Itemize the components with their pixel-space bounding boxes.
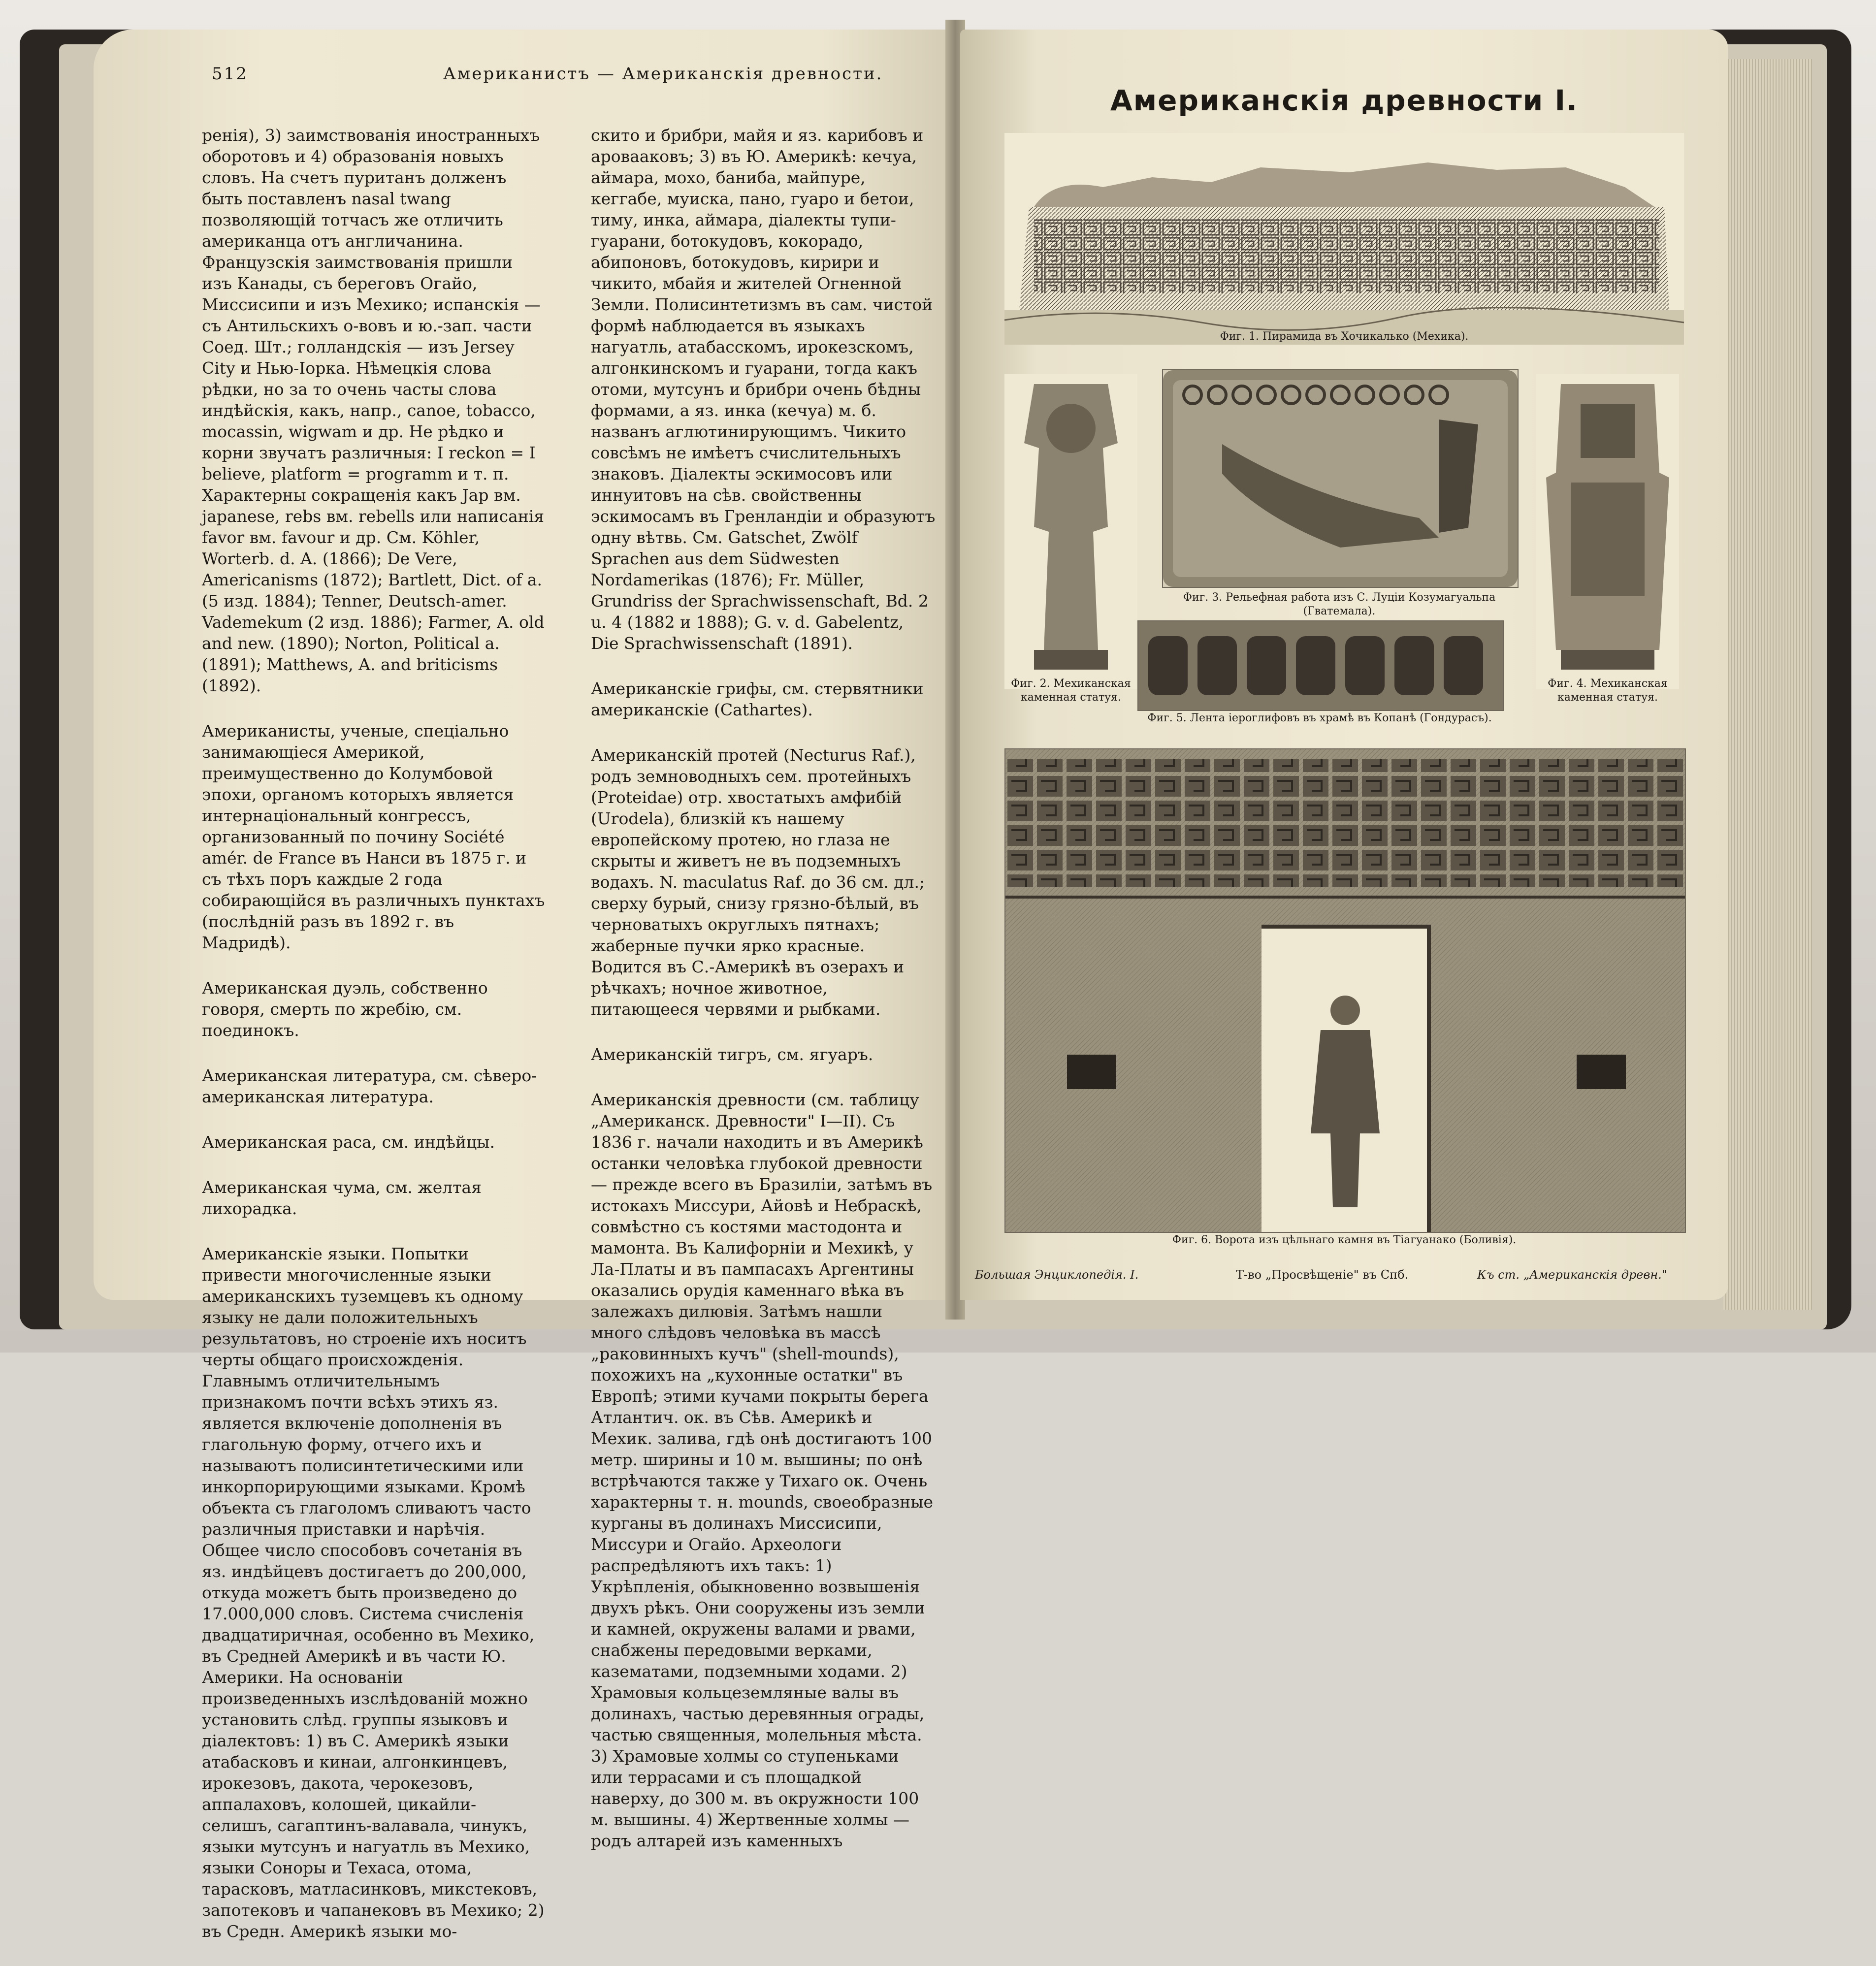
paragraph: Американскіе грифы, см. стервятники американскіе (Cathartes). (591, 679, 924, 719)
statue-engraving (1004, 374, 1137, 689)
relief-engraving (1163, 370, 1518, 587)
pyramid-engraving (1004, 133, 1684, 345)
paragraph: Американскія древности (см. таблицу „Американск. Древности" I—II). Съ 1836 г. начали находить и въ Америкѣ останки человѣка глубокой древности — прежде всего въ Бразиліи, затѣмъ въ истокахъ Миссури, Айовѣ и Небраскѣ, совмѣстно съ костями мастодонта и мамонта. Въ Калифорніи и Мехикѣ, у Ла-Платы и въ пампасахъ Аргентины оказались орудія каменнаго вѣка въ залежахъ дилювія. Затѣмъ нашли много слѣдовъ человѣка въ массѣ „раковинныхъ кучъ" (shell-mounds), похожихъ на „кухонные остатки" въ Европѣ; этими кучами покрыты берега Атлантич. ок. въ Сѣв. Америкѣ и Мехик. залива, гдѣ онѣ достигаютъ 100 метр. ширины и 10 м. вышины; по онѣ встрѣчаются также у Тихаго ок. Очень характерны т. н. mounds, своеобразные курганы въ долинахъ Миссисипи, Миссури и Огайо. Археологи распредѣляютъ ихъ такъ: 1) Укрѣпленія, обыкновенно возвышенія двухъ рѣкъ. Они сооружены изъ земли и камней, окружены валами и рвами, снабжены передовыми верками, казематами, подземными ходами. 2) Храмовыя кольцеземляные валы въ долинахъ, частью деревянныя ограды, частью священныя, молельныя мѣста. 3) Храмовые холмы со ступеньками или террасами и съ площадкой наверху, до 300 м. въ окружности 100 м. вышины. 4) Жертвенные холмы — родъ алтарей изъ каменныхъ (591, 1090, 934, 1850)
running-header (212, 64, 950, 94)
figure-1-pyramid (1004, 133, 1684, 345)
figure-3-relief (1162, 369, 1519, 588)
paragraph: Американская дуэль, собственно говоря, смерть по жребію, см. поединокъ. (202, 978, 488, 1040)
statue-engraving (1536, 374, 1679, 689)
right-page (960, 30, 1728, 1300)
paragraph: Американская раса, см. индѣйцы. (202, 1132, 495, 1152)
paragraph: Американскіе языки. Попытки привести многочисленные языки американскихъ туземцевъ къ одному языку не дали положительныхъ результатовъ, но строеніе ихъ носитъ черты общаго происхожденія. Главнымъ отличительнымъ признакомъ почти всѣхъ этихъ яз. является включеніе дополненія въ глагольную форму, отчего ихъ и называютъ полисинтетическими или инкорпорирующими языками. Кромѣ объекта съ глаголомъ сливаютъ часто различныя приставки и нарѣчія. Общее число способовъ сочетанія въ яз. индѣйцевъ достигаетъ до 200,000, откуда можетъ быть произведено до 17.000,000 словъ. Система счисленія двадцатиричная, особенно въ Мехико, въ Средней Америкѣ и въ части Ю. Америки. На основаніи произведенныхъ изслѣдованій можно установить слѣд. группы языковъ и діалектовъ: 1) въ С. Америкѣ языки атабасковъ и кинаи, алгонкинцевъ, ирокезовъ, дакота, черокезовъ, аппалаховъ, колошей, цикайли-селишъ, сагаптинъ-валавала, чинукъ, языки мутсунъ и нагуатль въ Мехико, языки Соноры и Техаса, отома, тарасковъ, матласинковъ, микстековъ, запотековъ и чапанековъ въ Мехико; 2) въ Средн. Америкѣ языки мо- (202, 1244, 545, 1941)
caption-fig6: Фиг. 6. Ворота изъ цѣльнаго камня въ Тіагуанако (Боливія). (1172, 1234, 1517, 1246)
caption-fig1: Фиг. 1. Пирамида въ Хочикалько (Мехика). (1220, 330, 1469, 343)
page-edges (1723, 59, 1812, 1310)
gate-engraving (1005, 749, 1685, 1232)
paragraph: Американскій тигръ, см. ягуаръ. (591, 1045, 873, 1064)
footer-left: Большая Энциклопедія. I. (975, 1268, 1139, 1282)
left-page (94, 30, 950, 1941)
running-head: Американистъ — Американскія древности. (443, 64, 883, 84)
paragraph: Американская литература, см. сѣверо-американская литература. (202, 1066, 537, 1106)
hieroglyph-band (1138, 621, 1503, 710)
text-column-2 (591, 103, 936, 1850)
paragraph: Американскій протей (Necturus Raf.), родъ земноводныхъ сем. протейныхъ (Proteidae) отр. хвостатыхъ амфибій (Urodela), близкій къ нашему европейскому протею, но глаза не скрыты и живетъ не въ подземныхъ водахъ. N. maculatus Raf. до 36 см. дл.; сверху бурый, снизу грязно-бѣлый, въ черноватыхъ округлыхъ пятнахъ; жаберные пучки ярко красные. Водится въ С.-Америкѣ въ озерахъ и рѣчкахъ; ночное животное, питающееся червями и рыбками. (591, 745, 925, 1019)
page-number: 512 (212, 64, 248, 84)
plate-title: Американскія древности I. (1110, 84, 1579, 117)
caption-fig4: Фиг. 4. Мехиканская каменная статуя. (1548, 677, 1668, 704)
footer-center: Т-во „Просвѣщеніе" въ Спб. (1236, 1268, 1409, 1282)
paragraph: ренія), 3) заимствованія иностранныхъ оборотовъ и 4) образованія новыхъ словъ. На счетъ пуританъ долженъ быть поставленъ nasal twang позволяющій тотчасъ же отличить американца отъ англичанина. Французскія заимствованія пришли изъ Канады, съ береговъ Огайо, Миссисипи и изъ Мехико; испанскія — съ Антильскихъ о-вовъ и ю.-зап. части Соед. Шт.; голландскія — изъ Jersey City и Нью-Іорка. Нѣмецкія слова рѣдки, но за то очень часты слова индѣйскія, какъ, напр., canoe, tobacco, mocassin, wigwam и др. Не рѣдко и корни звучатъ различныя: I reckon = I believe, platform = programm и т. п. Характерны сокращенія какъ Jap вм. japanese, rebs вм. rebells или написанія favor вм. favour и др. См. Köhler, Worterb. d. A. (1866); De Vere, Americanisms (1872); Bartlett, Dict. of a. (5 изд. 1884); Tenner, Deutsch-amer. Vademekum (2 изд. 1886); Farmer, A. old and new. (1890); Norton, Political a. (1891); Matthews, A. and briticisms (1892). (202, 126, 545, 695)
figure-4-statue (1536, 374, 1679, 704)
figure-5-hieroglyphs (1137, 620, 1504, 711)
figure-6-gate (1004, 748, 1686, 1233)
paragraph: скито и брибри, майя и яз. карибовъ и аровааковъ; 3) въ Ю. Америкѣ: кечуа, аймара, мохо, баниба, майпуре, кеггабе, муиска, пано, гуаро и бетои, тиму, инка, аймара, діалекты тупи-гуарани, ботокудовъ, кокорадо, абипоновъ, ботокудовъ, кирири и чикито, мбайя и жителей Огненной Земли. Полисинтетизмъ въ сам. чистой формѣ наблюдается въ языкахъ нагуатль, атабасскомъ, ирокезскомъ, алгонкинскомъ и гуарани, тогда какъ отоми, мутсунъ и брибри очень бѣдны формами, а яз. инка (кечуа) м. б. названъ аглютинирующимъ. Чикито совсѣмъ не имѣетъ счислительныхъ знаковъ. Діалекты эскимосовъ или иннуитовъ на сѣв. свойственны эскимосамъ въ Гренландіи и образуютъ одну вѣтвь. См. Gatschet, Zwölf Sprachen aus dem Südwesten Nordamerikas (1876); Fr. Müller, Grundriss der Sprachwissenschaft, Bd. 2 u. 4 (1882 и 1888); G. v. d. Gabelentz, Die Sprachwissenschaft (1891). (591, 126, 936, 653)
paragraph: Американисты, ученые, спеціально занимающіеся Америкой, преимущественно до Колумбовой эпохи, органомъ которыхъ является интернаціональный конгрессъ, организованный по почину Société amér. de France въ Нанси въ 1875 г. и съ тѣхъ поръ каждые 2 года собирающійся въ различныхъ пунктахъ (послѣдній разъ въ 1892 г. въ Мадридѣ). (202, 721, 545, 952)
footer-right: Къ ст. „Американскія древн." (1477, 1268, 1667, 1282)
caption-fig5: Фиг. 5. Лента іероглифовъ въ храмѣ въ Копанѣ (Гондурасъ). (1147, 712, 1492, 724)
figure-2-statue (1004, 374, 1137, 704)
paragraph: Американская чума, см. желтая лихорадка. (202, 1178, 482, 1218)
text-column-1 (202, 103, 547, 1941)
caption-fig3: Фиг. 3. Рельефная работа изъ С. Луціи Козумагуальпа (Гватемала). (1183, 591, 1496, 617)
caption-fig2: Фиг. 2. Мехиканская каменная статуя. (1011, 677, 1131, 704)
